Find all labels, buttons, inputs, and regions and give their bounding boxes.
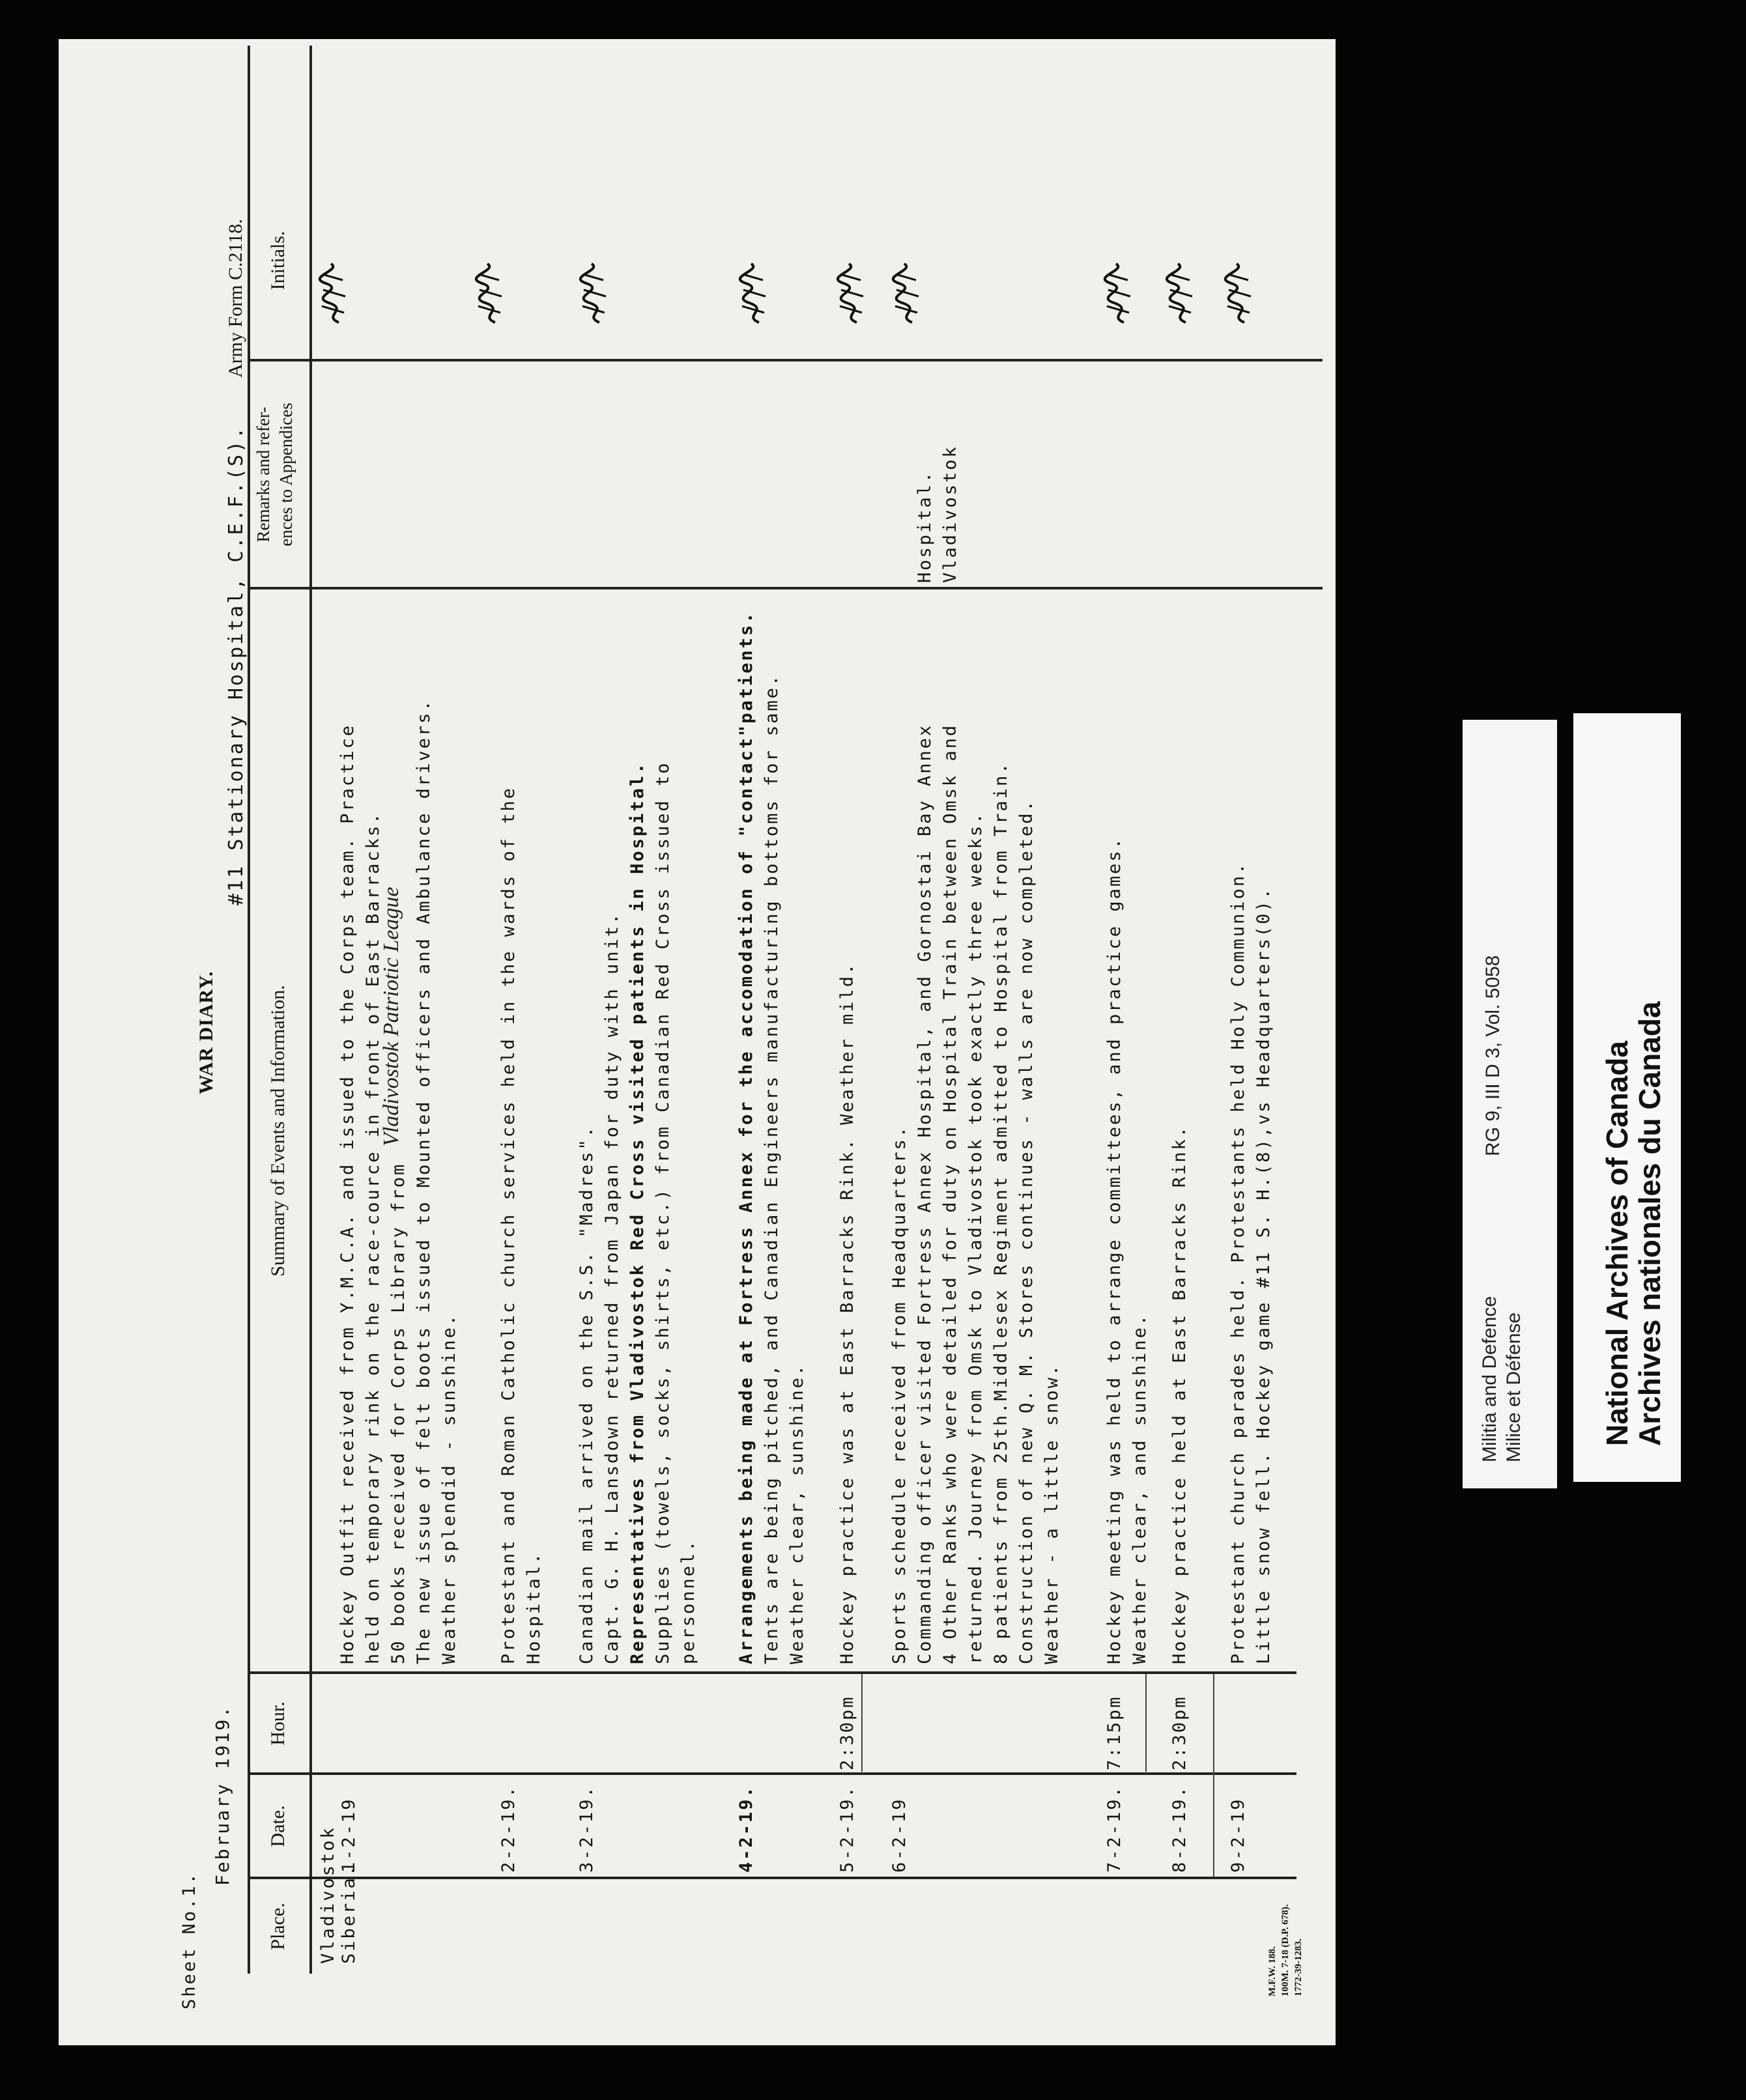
entry-line: Representatives from Vladivostok Red Cross visited patients in Hospital.	[627, 761, 648, 1664]
entry-date: 3-2-19.	[577, 1785, 597, 1873]
initials-mark-icon	[1225, 264, 1251, 322]
header-remarks-line1: Remarks and refer-	[253, 406, 273, 543]
entry-date: 6-2-19	[889, 1797, 909, 1873]
remarks-column-rule	[248, 359, 1323, 362]
entry-line: Weather clear, and sunshine.	[1130, 1312, 1150, 1664]
initials-mark-icon	[476, 264, 502, 322]
entry-line: The new issue of felt boots issued to Mounted officers and Ambulance drivers.	[414, 698, 434, 1664]
entry-hour: 2:30pm	[1169, 1695, 1190, 1770]
entry-date: 4-2-19.	[736, 1785, 756, 1873]
initials-mark-icon	[320, 264, 345, 322]
entry-line: 50 books received for Corps Library from	[388, 1162, 408, 1664]
entry-line: Hockey practice was at East Barracks Rink. Weather mild.	[837, 961, 857, 1664]
entry-line: Weather splendid - sunshine.	[439, 1312, 459, 1664]
entry-date: 7-2-19.	[1104, 1785, 1124, 1873]
initials-mark-icon	[893, 264, 919, 322]
initials-mark-icon	[838, 264, 863, 322]
initials-mark-icon	[1105, 264, 1130, 322]
entry-line: 8 patients from 25th.Middlesex Regiment admitted to Hospital from Train.	[991, 761, 1011, 1664]
form-code-1: M.F.W. 188.	[1267, 1946, 1278, 1996]
diary-page	[59, 39, 1336, 2045]
entry-remark: Vladivostok	[940, 445, 960, 583]
place-line-1: Vladivostok	[318, 1826, 338, 1964]
header-hour: Hour.	[267, 1701, 289, 1746]
entry-line: Canadian mail arrived on the S.S. "Madres".	[577, 1125, 597, 1664]
header-bottom-rule	[309, 46, 312, 1974]
department-english: Militia and Defence	[1479, 1296, 1500, 1462]
entry-date: 8-2-19.	[1169, 1785, 1190, 1873]
entry-line: Hockey practice held at East Barracks Rink.	[1169, 1125, 1190, 1664]
handwritten-annotation: Vladivostok Patriotic League	[379, 887, 403, 1146]
entry-line: Hockey Outfit received from Y.M.C.A. and issued to the Corps team. Practice	[337, 723, 358, 1664]
row-rule-5	[861, 1674, 863, 1772]
entry-line: Protestant church parades held. Protestants held Holy Communion.	[1228, 861, 1248, 1664]
row-rule-7	[1145, 1674, 1147, 1772]
table-top-rule	[248, 46, 250, 1974]
archives-name-english: National Archives of Canada	[1600, 1040, 1634, 1446]
entry-hour: 2:30pm	[837, 1695, 857, 1770]
entry-line: Weather clear, sunshine.	[787, 1363, 807, 1664]
entry-line: personnel.	[678, 1539, 698, 1664]
national-archives-label	[1573, 713, 1681, 1482]
initials-mark-icon	[1167, 264, 1192, 322]
entry-line: Protestant and Roman Catholic church services held in the wards of the	[498, 786, 519, 1664]
hour-column-rule	[248, 1671, 1296, 1674]
entry-date: 5-2-19.	[837, 1785, 857, 1873]
department-french: Milice et Défense	[1503, 1312, 1524, 1462]
header-initials: Initials.	[267, 231, 289, 291]
archives-name-french: Archives nationales du Canada	[1633, 1001, 1667, 1446]
row-rule-8	[1213, 1674, 1214, 1877]
entry-line: Hockey meeting was held to arrange committees, and practice games.	[1104, 836, 1124, 1664]
header-place: Place.	[267, 1903, 289, 1950]
header-summary: Summary of Events and Information.	[267, 985, 289, 1277]
entry-line: Arrangements being made at Fortress Annex for the accomodation of "contact"patients.	[736, 610, 756, 1664]
sheet-number: Sheet No.1.	[179, 1871, 199, 2009]
entry-line: Weather - a little snow.	[1042, 1363, 1062, 1664]
entry-line: 4 Other Ranks who were detailed for duty on Hospital Train between Omsk and	[940, 723, 960, 1664]
entry-remark: Hospital.	[915, 470, 935, 583]
initials-mark-icon	[580, 264, 606, 322]
entry-line: Commanding officer visited Fortress Annex Hospital, and Gornostai Bay Annex	[915, 723, 935, 1664]
initials-mark-icon	[740, 264, 766, 322]
entry-line: Hospital.	[524, 1551, 544, 1664]
archive-reference: RG 9, III D 3, Vol. 5058	[1482, 955, 1504, 1156]
form-code-2: 100M. 7-18 (D.P. 678).	[1280, 1904, 1291, 1996]
place-column-rule	[248, 1877, 1296, 1879]
entry-line: Little snow fell. Hockey game #11 S. H.(8),vs Headquarters(0).	[1253, 887, 1274, 1664]
entry-line: held on temporary rink on the race-cource in front of East Barracks.	[363, 811, 383, 1664]
unit-name: #11 Stationary Hospital, C.E.F.(S).	[225, 425, 248, 905]
entry-date: 1-2-19	[339, 1797, 359, 1873]
place-line-2: Siberia.	[339, 1863, 359, 1964]
initials-column-signatures	[313, 65, 1290, 339]
document-title: WAR DIARY.	[195, 971, 217, 1094]
entry-line: Tents are being pitched, and Canadian Engineers manufacturing bottoms for same.	[762, 673, 782, 1664]
entry-line: Sports schedule received from Headquarters.	[889, 1125, 909, 1664]
entry-line: Construction of new Q. M. Stores continues - walls are now completed.	[1016, 799, 1037, 1664]
entry-line: Capt. G. H. Lansdown returned from Japan for duty with unit.	[602, 911, 622, 1664]
header-remarks-line2: ences to Appendices	[276, 403, 296, 546]
entry-date: 9-2-19	[1228, 1797, 1248, 1873]
entry-hour: 7:15pm	[1104, 1695, 1124, 1770]
date-column-rule	[248, 1772, 1296, 1775]
archive-reference-card	[1463, 720, 1557, 1488]
entry-date: 2-2-19.	[498, 1785, 519, 1873]
month-year: February 1919.	[212, 1704, 233, 1886]
entry-line: returned. Journey from Omsk to Vladivostok took exactly three weeks.	[966, 811, 986, 1664]
form-code-3: 1772-39-1283.	[1293, 1938, 1304, 1996]
entry-line: Supplies (towels, socks, shirts, etc.) from Canadian Red Cross issued to	[653, 761, 673, 1664]
army-form-number: Army Form C.2118.	[225, 219, 246, 378]
header-date: Date.	[267, 1805, 289, 1847]
summary-column-rule	[248, 587, 1323, 589]
